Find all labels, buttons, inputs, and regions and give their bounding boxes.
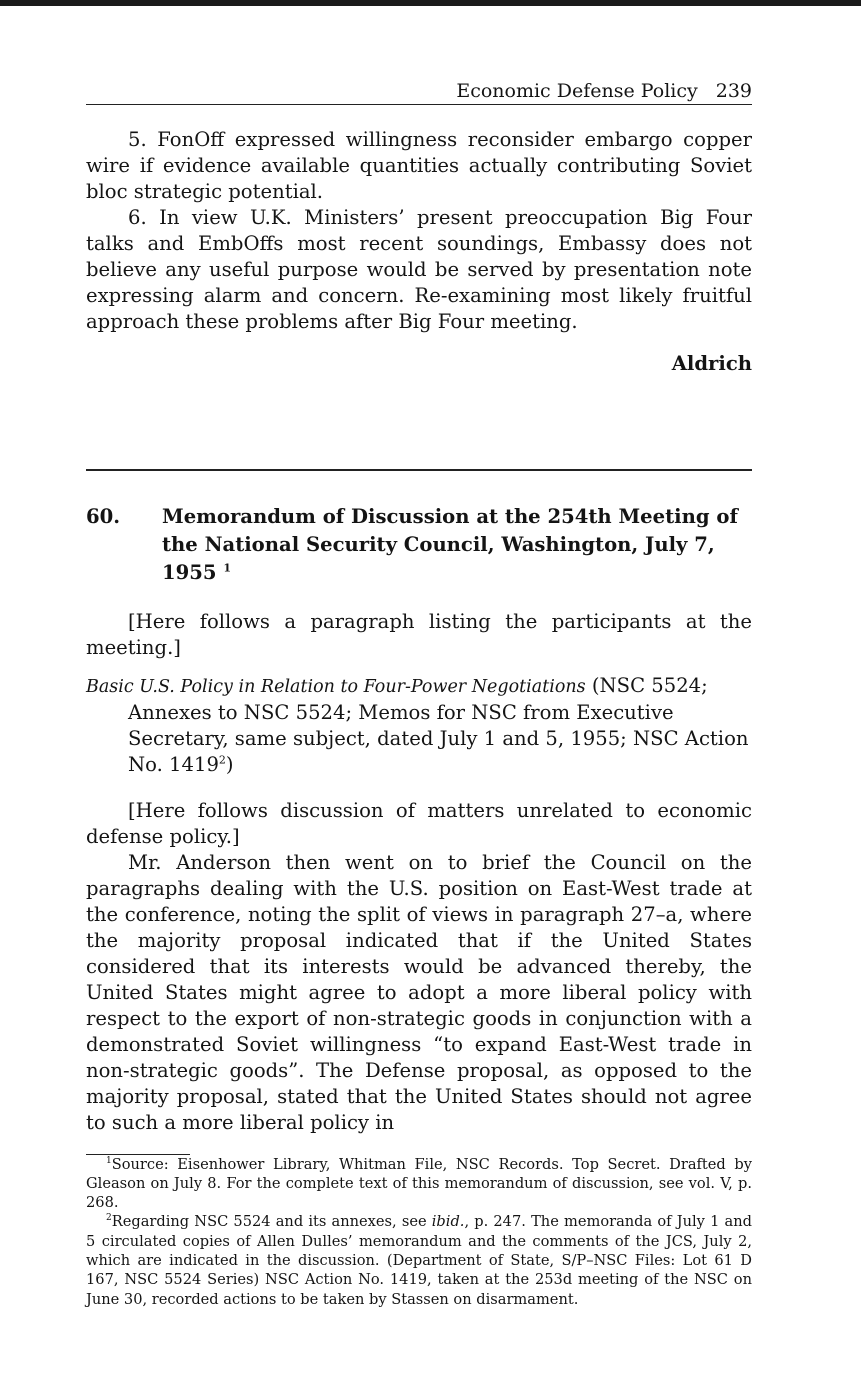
participants-note: [Here follows a paragraph listing the participants at the meeting.] [86,610,752,659]
anderson-paragraph: Mr. Anderson then went on to brief the Council on the paragraphs dealing with the U.S. position on East-West trade at the conference, noting the split of views in paragraph 27–a, where the majority proposal indicated that if the United States considered that its interests would be advanced thereby, the United States might agree to adopt a more liberal policy with respect to the export of non-strategic goods in conjunction with a demonstrated Soviet willingness “to expand East-West trade in non-strategic goods”. The Defense proposal, as opposed to the majority proposal, stated that the United States should not agree to such a more liberal policy in [86,850,752,1134]
document-number: 60. [86,505,121,528]
page-top-border [0,0,861,6]
footnote-ref-1[interactable]: 1 [223,561,232,575]
footnote-2-text-start: Regarding NSC 5524 and its annexes, see [111,1213,432,1231]
document-title-block [162,503,752,587]
footnote-1-text: Source: Eisenhower Library, Whitman File, NSC Records. Top Secret. Drafted by Gleason on July 8. For the complete text of this memorandum of discussion, see vol. V, p. 268. [86,1155,752,1212]
paragraph-6: 6. In view U.K. Ministers’ present preoccupation Big Four talks and EmbOffs most recent soundings, Embassy does not believe any useful purpose would be served by presentation note expressing alarm and concern. Re-examining most likely fruitful approach these problems after Big Four meeting. [86,206,752,333]
subject-line [86,673,752,778]
footnote-2 [86,1212,752,1308]
running-head-title: Economic Defense Policy [456,80,698,102]
signature: Aldrich [671,352,752,375]
footnote-2-ibid: ibid. [431,1213,465,1231]
footnote-2-text-rest: , p. 247. The memoranda of July 1 and 5 circulated copies of Allen Dulles’ memorandum and the comments of the JCS, July 2, which are indicated in the discussion. (Department of State, S/P–NSC Files: Lot 61 D 167, NSC 5524 Series) NSC Action No. 1419, taken at the 253d meeting of the NSC on June 30, recorded actions to be taken by Stassen on disarmament. [86,1213,752,1308]
paragraph-5: 5. FonOff expressed willingness reconsider embargo copper wire if evidence available quantities actually contributing Soviet bloc strategic potential. [86,128,752,203]
footnote-1 [86,1155,752,1213]
unrelated-note: [Here follows discussion of matters unrelated to economic defense policy.] [86,798,752,848]
document-title: Memorandum of Discussion at the 254th Meeting of the National Security Council, Washington, July 7, 1955 [162,505,738,584]
footnote-ref-2[interactable]: 2 [218,753,226,767]
footnote-2-marker: 2 [106,1213,112,1224]
page-number: 239 [715,80,752,102]
subject-close: ) [225,753,234,776]
section-divider [86,469,752,471]
document-heading [86,503,752,587]
subject-title: Basic U.S. Policy in Relation to Four-Power Negotiations [86,677,586,697]
running-head [86,78,752,105]
footnote-1-marker: 1 [106,1155,112,1166]
document-page [86,78,752,1309]
subject-references: (NSC 5524; Annexes to NSC 5524; Memos for NSC from Executive Secretary, same subject, dated July 1 and 5, 1955; NSC Action No. 1419 [128,674,749,776]
